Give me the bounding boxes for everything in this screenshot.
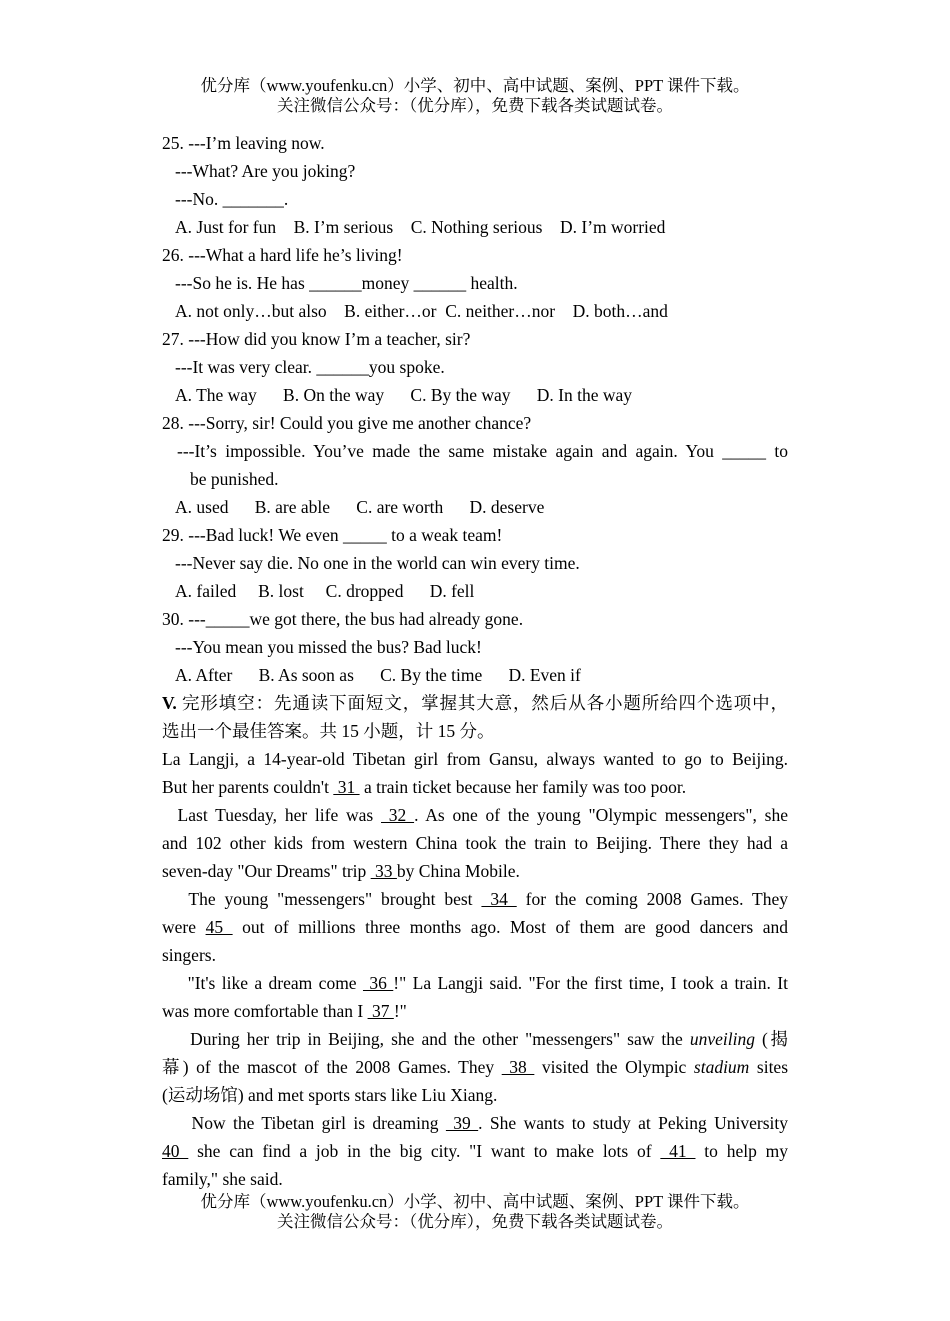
blank-33: 33	[370, 861, 397, 881]
header-line-2: 关注微信公众号：（优分库），免费下载各类试题试卷。	[277, 96, 673, 115]
q28-options: A. used B. are able C. are worth D. deserve	[175, 497, 545, 517]
passage-p4-line-1: "It's like a dream come 36 !" La Langji said. "For the first time, I took a train. It	[162, 973, 788, 993]
passage-p6-line-3: family," she said.	[162, 1169, 283, 1189]
passage-p5-line-1: During her trip in Beijing, she and the other "messengers" saw the unveiling (揭	[162, 1029, 788, 1049]
section-5-title-line-2: 选出一个最佳答案。共 15 小题，计 15 分。	[162, 721, 495, 741]
q27-line-2: ---It was very clear. ______you spoke.	[175, 357, 445, 377]
blank-39: 39	[445, 1113, 479, 1133]
q30-question: 30. ---_____we got there, the bus had already gone.	[162, 609, 524, 629]
passage-p5-line-3: (运动场馆) and met sports stars like Liu Xiang.	[162, 1085, 498, 1105]
blank-38: 38	[501, 1057, 535, 1077]
section-5-title-line-1: 完形填空：先通读下面短文，掌握其大意，然后从各小题所给四个选项中，	[176, 693, 788, 713]
q27-question: 27. ---How did you know I’m a teacher, sir?	[162, 329, 471, 349]
blank-41: 41	[660, 1141, 696, 1161]
q26-question: 26. ---What a hard life he’s living!	[162, 245, 403, 265]
passage-p5-line-2: 幕) of the mascot of the 2008 Games. They 38 visited the Olympic stadium sites	[162, 1057, 789, 1077]
q26-options: A. not only…but also B. either…or C. neither…nor D. both…and	[175, 301, 668, 321]
q25-line-2: ---What? Are you joking?	[175, 161, 356, 181]
blank-40: 40	[162, 1141, 189, 1161]
q25-question: 25. ---I’m leaving now.	[162, 133, 325, 153]
header-line-1: 优分库（www.youfenku.cn）小学、初中、高中试题、案例、PPT 课件下载。	[200, 76, 750, 95]
q28-question: 28. ---Sorry, sir! Could you give me another chance?	[162, 413, 532, 433]
blank-32: 32	[381, 805, 415, 825]
passage-p2-line-2: and 102 other kids from western China took the train to Beijing. There they had a	[162, 833, 788, 853]
blank-34: 34	[481, 889, 517, 909]
q27-options: A. The way B. On the way C. By the way D. In the way	[175, 385, 633, 405]
passage-p4-line-2: was more comfortable than I 37 !"	[162, 1001, 407, 1021]
passage-p1-line-1: La Langji, a 14-year-old Tibetan girl from Gansu, always wanted to go to Beijing.	[162, 749, 788, 769]
section-5-number: V.	[162, 693, 177, 713]
passage-p3-line-3: singers.	[162, 945, 216, 965]
passage-p1-line-2: But her parents couldn't 31 a train ticket because her family was too poor.	[162, 777, 687, 797]
q29-question: 29. ---Bad luck! We even _____ to a weak team!	[162, 525, 503, 545]
q25-line-3: ---No. _______.	[175, 189, 289, 209]
q29-options: A. failed B. lost C. dropped D. fell	[175, 581, 475, 601]
q29-line-2: ---Never say die. No one in the world can win every time.	[175, 553, 580, 573]
q30-line-2: ---You mean you missed the bus? Bad luck!	[175, 637, 482, 657]
q28-line-3: be punished.	[190, 469, 279, 489]
blank-36: 36	[362, 973, 394, 993]
passage-p6-line-1: Now the Tibetan girl is dreaming 39 . She wants to study at Peking University	[162, 1113, 789, 1133]
word-unveiling: unveiling	[689, 1029, 755, 1049]
blank-37: 37	[367, 1001, 394, 1021]
word-stadium: stadium	[693, 1057, 750, 1077]
passage-p3-line-2: were 45 out of millions three months ago. Most of them are good dancers and	[162, 917, 788, 937]
blank-45: 45	[205, 917, 233, 937]
q25-options: A. Just for fun B. I’m serious C. Nothing serious D. I’m worried	[175, 217, 666, 237]
section-5-title	[162, 689, 788, 717]
passage-p3-line-1: The young "messengers" brought best 34 for the coming 2008 Games. They	[162, 889, 788, 909]
footer-line-2: 关注微信公众号：（优分库），免费下载各类试题试卷。	[277, 1212, 673, 1231]
footer-line-1: 优分库（www.youfenku.cn）小学、初中、高中试题、案例、PPT 课件下载。	[200, 1192, 750, 1211]
q26-line-2: ---So he is. He has ______money ______ health.	[175, 273, 518, 293]
passage-p2-line-1: Last Tuesday, her life was 32 . As one of the young "Olympic messengers", she	[162, 805, 788, 825]
q28-line-2: ---It’s impossible. You’ve made the same mistake again and again. You _____ to	[177, 441, 788, 461]
passage-p2-line-3: seven-day "Our Dreams" trip 33 by China Mobile.	[162, 861, 520, 881]
blank-31: 31	[333, 777, 360, 797]
passage-p6-line-2: 40 she can find a job in the big city. "I want to make lots of 41 to help my	[162, 1141, 789, 1161]
q30-options: A. After B. As soon as C. By the time D. Even if	[175, 665, 581, 685]
